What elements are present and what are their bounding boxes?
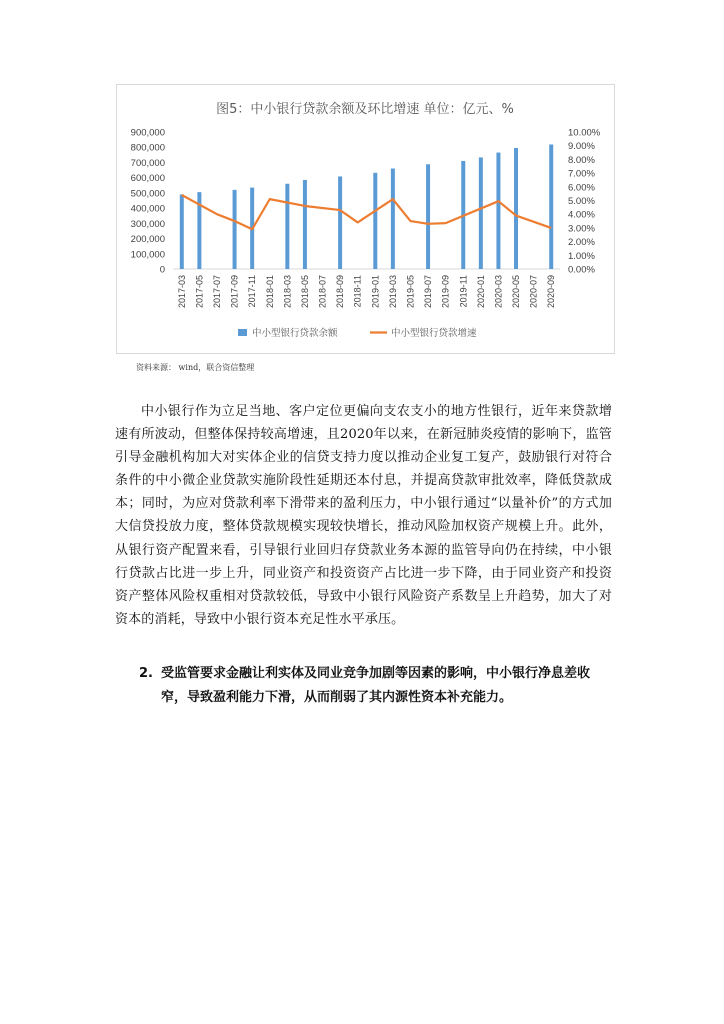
x-axis-tick-label: 2017-07 <box>211 275 222 309</box>
bar-loan-balance <box>303 180 307 269</box>
left-axis-tick-label: 900,000 <box>130 127 165 139</box>
x-axis-tick-label: 2017-05 <box>194 275 205 309</box>
x-axis-tick-label: 2017-11 <box>247 275 258 308</box>
right-axis-tick-label: 9.00% <box>568 141 595 153</box>
bar-loan-balance <box>496 153 500 269</box>
bar-loan-balance <box>338 176 342 269</box>
x-axis-tick-label: 2017-09 <box>229 275 240 309</box>
bar-loan-balance <box>373 173 377 269</box>
left-axis-tick-label: 600,000 <box>130 173 165 185</box>
right-axis-tick-label: 6.00% <box>568 182 595 194</box>
left-axis-tick-label: 300,000 <box>130 218 165 230</box>
left-axis-tick-label: 800,000 <box>130 142 165 154</box>
x-axis-tick-label: 2019-07 <box>423 275 434 309</box>
x-axis-tick-label: 2019-01 <box>370 275 381 309</box>
bar-loan-balance <box>285 184 289 269</box>
left-axis-tick-label: 200,000 <box>130 234 165 246</box>
bar-loan-balance <box>514 148 518 269</box>
right-axis-tick-label: 4.00% <box>568 209 595 221</box>
x-axis-tick-label: 2018-09 <box>335 275 346 309</box>
left-axis-tick-label: 700,000 <box>130 157 165 169</box>
bar-loan-balance <box>479 157 483 269</box>
chart-title: 图5：中小银行贷款余额及环比增速 单位：亿元、% <box>216 102 514 117</box>
left-axis-tick-label: 100,000 <box>130 249 165 261</box>
x-axis-tick-label: 2020-03 <box>493 275 504 309</box>
x-axis-tick-label: 2018-07 <box>317 275 328 309</box>
source-note: 资料来源： wind，联合资信整理 <box>136 363 255 372</box>
x-axis-tick-label: 2018-03 <box>282 275 293 309</box>
body-paragraph: 中小银行作为立足当地、客户定位更偏向支农支小的地方性银行，近年来贷款增速有所波动，但整体保持较高增速，且2020年以来，在新冠肺炎疫情的影响下，监管引导金融机构加大对实体企业的信贷支持力度以推动企业复工复产，鼓励银行对符合条件的中小微企业贷款实施阶段性延期还本付息，并提高贷款审批效率，降低贷款成本；同时，为应对贷款利率下滑带来的盈利压力，中小银行通过“以量补价”的方式加大信贷投放力度，整体贷款规模实现较快增长，推动风险加权资产规模上升。此外，从银行资产配置来看，引导银行业回归存贷款业务本源的监管导向仍在持续，中小银行贷款占比进一步上升，同业资产和投资资产占比进一步下降，由于同业资产和投资资产整体风险权重相对贷款较低，导致中小银行风险资产系数呈上升趋势，加大了对资本的消耗，导致中小银行资本充足性水平承压。 <box>115 404 612 627</box>
bar-loan-balance <box>391 169 395 269</box>
section-heading <box>115 662 612 710</box>
heading-text: 受监管要求金融让利实体及同业竞争加剧等因素的影响，中小银行净息差收窄，导致盈利能力下滑，从而削弱了其内源性资本补充能力。 <box>161 666 591 705</box>
left-axis-tick-label: 500,000 <box>130 188 165 200</box>
right-axis-tick-label: 10.00% <box>568 127 601 139</box>
right-axis-tick-label: 5.00% <box>568 196 595 207</box>
x-axis-tick-label: 2019-05 <box>405 275 416 309</box>
x-axis-tick-label: 2020-07 <box>528 275 539 309</box>
legend-swatch-balance <box>238 329 247 336</box>
right-axis-tick-label: 1.00% <box>568 250 595 262</box>
x-axis-tick-label: 2019-11 <box>458 275 469 308</box>
right-axis-tick-label: 2.00% <box>568 237 595 249</box>
right-axis-tick-label: 8.00% <box>568 154 595 166</box>
right-axis-tick-label: 7.00% <box>568 168 595 180</box>
x-axis-tick-label: 2020-01 <box>475 275 486 309</box>
x-axis-tick-label: 2018-01 <box>264 275 275 309</box>
left-axis-tick-label: 0 <box>159 264 165 276</box>
x-axis-tick-label: 2020-05 <box>511 275 522 309</box>
bar-loan-balance <box>549 144 553 269</box>
x-axis-tick-label: 2019-09 <box>440 275 451 309</box>
heading-number: 2. <box>139 666 153 681</box>
chart-container <box>116 84 615 354</box>
x-axis-tick-label: 2018-05 <box>299 275 310 309</box>
loan-balance-growth-chart <box>117 85 614 353</box>
bar-loan-balance <box>233 190 237 269</box>
x-axis-tick-label: 2018-11 <box>352 275 363 308</box>
x-axis-tick-label: 2017-03 <box>176 275 187 309</box>
line-loan-growth <box>182 195 551 229</box>
left-axis-tick-label: 400,000 <box>130 203 165 215</box>
x-axis-tick-label: 2020-09 <box>546 275 557 309</box>
right-axis-tick-label: 3.00% <box>568 223 595 235</box>
bar-loan-balance <box>426 164 430 269</box>
legend-label-balance: 中小型银行贷款余额 <box>252 328 338 339</box>
x-axis-tick-label: 2019-03 <box>387 275 398 309</box>
right-axis-tick-label: 0.00% <box>568 264 595 276</box>
bar-loan-balance <box>180 194 184 269</box>
legend-label-growth: 中小型银行贷款增速 <box>391 328 477 339</box>
